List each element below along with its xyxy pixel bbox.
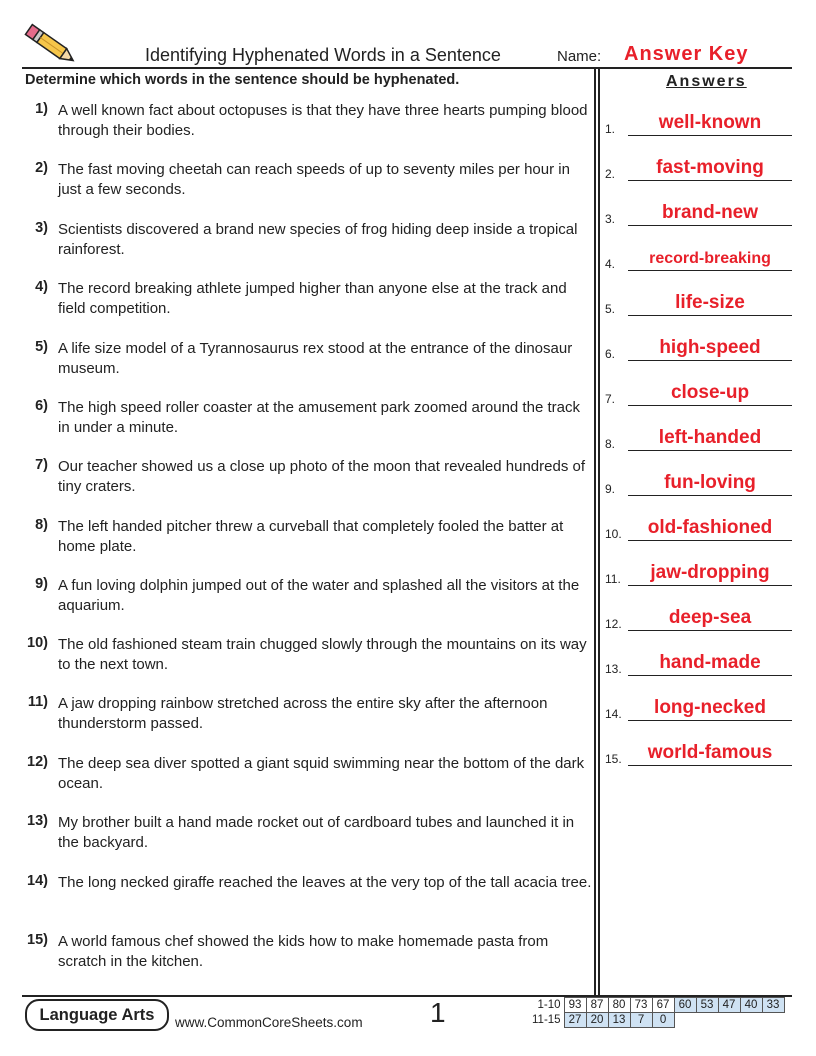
answer-item (604, 558, 794, 588)
page-title: Identifying Hyphenated Words in a Sentence (145, 45, 501, 65)
subject-badge: Language Arts (25, 999, 169, 1031)
answer-item (604, 108, 794, 138)
answer-number: 13. (605, 662, 622, 676)
answer-number: 4. (605, 257, 616, 271)
question-text: A fun loving dolphin jumped out of the water and splashed all the visitors at the aquarium. (58, 577, 580, 614)
score-cell: 33 (762, 998, 784, 1013)
score-cell: 0 (652, 1013, 674, 1028)
question-text: The deep sea diver spotted a giant squid swimming near the bottom of the dark ocean. (58, 755, 585, 792)
question-text: My brother built a hand made rocket out of cardboard tubes and launched it in the backyard. (58, 814, 575, 851)
score-cell: 87 (586, 998, 608, 1013)
answer-number: 7. (605, 392, 616, 406)
answer-text: brand-new (661, 202, 759, 223)
answer-line (628, 225, 792, 226)
answer-line (628, 270, 792, 271)
answer-line (628, 315, 792, 316)
answer-line (628, 720, 792, 721)
score-row-label: 11-15 (532, 1014, 561, 1026)
question-number: 7) (35, 457, 48, 473)
answer-text: record-breaking (649, 250, 771, 267)
question-text: The left handed pitcher threw a curveball that completely fooled the batter at home plate. (58, 518, 564, 555)
answer-text: well-known (658, 112, 762, 133)
answer-number: 11. (605, 572, 621, 586)
answer-text: close-up (670, 382, 750, 403)
question-number: 12) (27, 754, 48, 770)
answer-number: 6. (605, 347, 616, 361)
answer-text: old-fashioned (647, 517, 773, 538)
answer-item (604, 603, 794, 633)
answer-item (604, 468, 794, 498)
question-text: The long necked giraffe reached the leaves at the very top of the tall acacia tree. (58, 874, 592, 891)
name-label: Name: (557, 48, 602, 65)
answer-number: 8. (605, 437, 616, 451)
question-number: 8) (35, 517, 48, 533)
question-number: 13) (27, 813, 48, 829)
question-text: A well known fact about octopuses is that they have three hearts pumping blood through their bodies. (58, 102, 588, 139)
question-number: 10) (27, 635, 48, 651)
answer-line (628, 360, 792, 361)
score-cell: 67 (652, 998, 674, 1013)
answer-line (628, 765, 792, 766)
answer-text: hand-made (659, 652, 761, 673)
answer-number: 10. (605, 527, 622, 541)
score-cell: 60 (674, 998, 696, 1013)
answer-number: 2. (605, 167, 616, 181)
answer-line (628, 540, 792, 541)
question-text: A life size model of a Tyrannosaurus rex stood at the entrance of the dinosaur museum. (58, 340, 573, 377)
answer-text: long-necked (654, 697, 766, 718)
answer-item (604, 423, 794, 453)
score-cell: 7 (630, 1013, 652, 1028)
answer-line (628, 630, 792, 631)
question-number: 2) (35, 160, 48, 176)
answer-key-label: Answer Key (624, 43, 749, 65)
question-number: 3) (35, 220, 48, 236)
answer-item (604, 378, 794, 408)
answer-text: life-size (675, 292, 745, 313)
question-text: Our teacher showed us a close up photo of the moon that revealed hundreds of tiny craters. (58, 458, 586, 495)
column-divider (598, 69, 600, 996)
answer-text: jaw-dropping (650, 562, 770, 583)
score-table (530, 997, 785, 1028)
score-cell: 27 (564, 1013, 586, 1028)
score-cell: 20 (586, 1013, 608, 1028)
score-row (530, 998, 784, 1013)
page-number: 1 (430, 997, 446, 1028)
question-text: Scientists discovered a brand new species of frog hiding deep inside a tropical rainforest. (58, 221, 578, 258)
question-number: 1) (35, 101, 48, 117)
answer-item (604, 198, 794, 228)
answer-line (628, 405, 792, 406)
top-rule (22, 67, 792, 69)
answer-line (628, 450, 792, 451)
score-row (530, 1013, 784, 1028)
question-text: A world famous chef showed the kids how to make homemade pasta from scratch in the kitchen. (58, 933, 549, 970)
score-cell: 93 (564, 998, 586, 1013)
answer-line (628, 585, 792, 586)
answer-number: 1. (605, 122, 616, 136)
question-number: 14) (27, 873, 48, 889)
score-cell: 47 (718, 998, 740, 1013)
answer-item (604, 738, 794, 768)
answer-line (628, 135, 792, 136)
question-number: 4) (35, 279, 48, 295)
answer-text: fast-moving (656, 157, 764, 178)
answer-line (628, 495, 792, 496)
question-number: 11) (27, 694, 48, 710)
score-cell: 13 (608, 1013, 630, 1028)
answer-line (628, 180, 792, 181)
answer-item (604, 333, 794, 363)
question-text: The high speed roller coaster at the amusement park zoomed around the track in under a minute. (58, 399, 580, 436)
question-text: The old fashioned steam train chugged slowly through the mountains on its way to the next town. (58, 636, 587, 673)
score-cell: 53 (696, 998, 718, 1013)
question-text: The fast moving cheetah can reach speeds of up to seventy miles per hour in just a few seconds. (58, 161, 570, 198)
question-number: 9) (35, 576, 48, 592)
score-cell: 80 (608, 998, 630, 1013)
answer-text: left-handed (658, 427, 762, 448)
answer-item (604, 513, 794, 543)
column-divider (594, 69, 596, 996)
answer-number: 14. (605, 707, 622, 721)
question-text: The record breaking athlete jumped higher than anyone else at the track and field competition. (58, 280, 567, 317)
answer-text: fun-loving (664, 472, 756, 493)
answer-item (604, 288, 794, 318)
answer-number: 15. (605, 752, 622, 766)
answer-number: 5. (605, 302, 616, 316)
instruction-text: Determine which words in the sentence should be hyphenated. (25, 72, 460, 88)
question-number: 6) (35, 398, 48, 414)
answer-text: deep-sea (668, 607, 752, 628)
answer-text: high-speed (659, 337, 761, 358)
website-link: www.CommonCoreSheets.com (175, 1015, 363, 1030)
answer-item (604, 153, 794, 183)
score-row-label: 1-10 (537, 999, 561, 1011)
answers-heading: Answers (666, 73, 747, 90)
question-text: A jaw dropping rainbow stretched across the entire sky after the afternoon thunderstorm passed. (58, 695, 548, 732)
answer-number: 9. (605, 482, 616, 496)
answer-item (604, 693, 794, 723)
score-cell: 40 (740, 998, 762, 1013)
answer-item (604, 243, 794, 273)
question-number: 15) (27, 932, 48, 948)
answer-item (604, 648, 794, 678)
score-cell: 73 (630, 998, 652, 1013)
question-number: 5) (35, 339, 48, 355)
answer-number: 3. (605, 212, 616, 226)
answer-number: 12. (605, 617, 622, 631)
answer-text: world-famous (647, 742, 773, 763)
answer-line (628, 675, 792, 676)
pencil-icon (22, 22, 80, 68)
